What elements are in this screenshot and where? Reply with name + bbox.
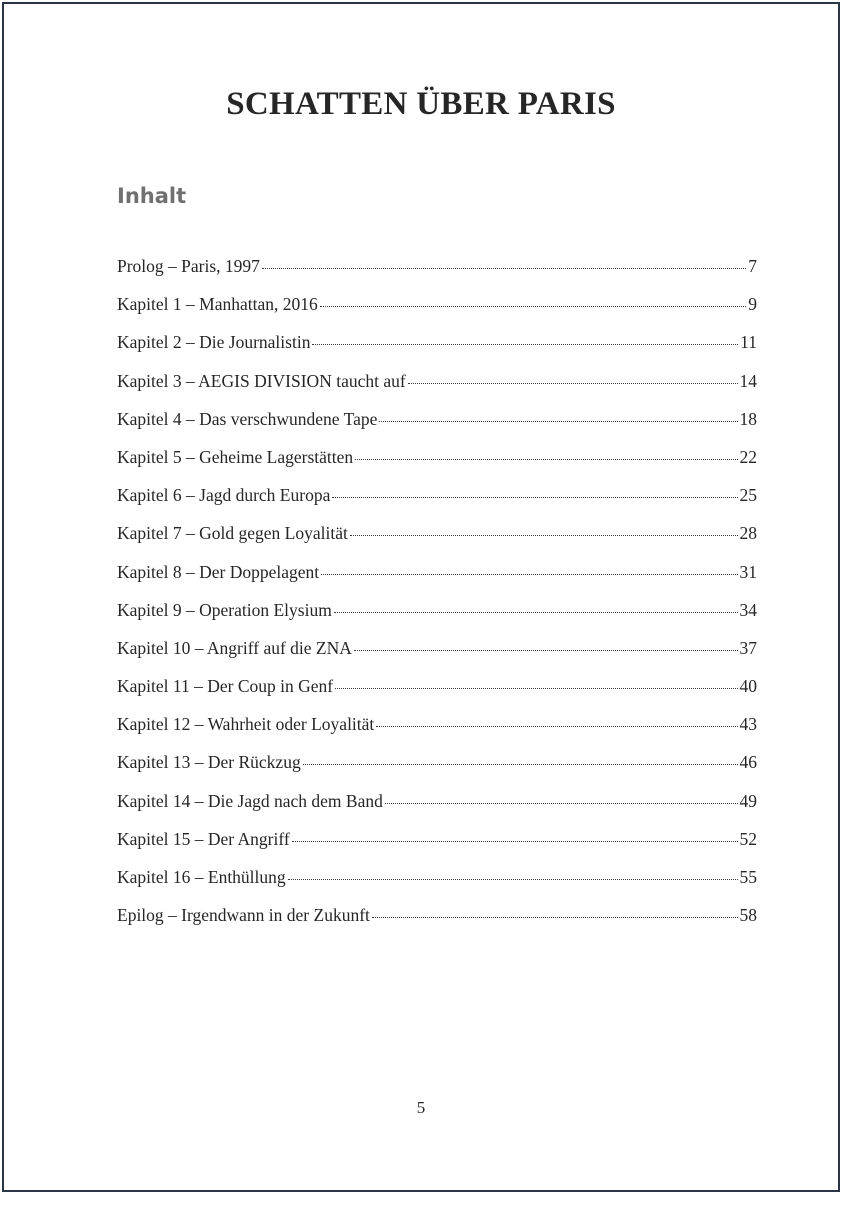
toc-entry[interactable] [117, 905, 757, 943]
toc-entry-label: Kapitel 9 – Operation Elysium [117, 599, 332, 620]
toc-entry-page: 11 [740, 332, 757, 353]
toc-entry[interactable] [117, 600, 757, 638]
toc-dot-leader [376, 726, 737, 727]
toc-dot-leader [334, 612, 738, 613]
toc-entry[interactable] [117, 371, 757, 409]
toc-entry-label: Prolog – Paris, 1997 [117, 256, 260, 276]
toc-entry-page: 46 [739, 752, 757, 773]
toc-dot-leader [321, 574, 737, 575]
toc-entry-page: 52 [739, 828, 757, 849]
toc-entry[interactable] [117, 332, 757, 370]
document-page [2, 2, 840, 1192]
toc-entry-page: 25 [739, 485, 757, 506]
toc-entry-page: 22 [739, 446, 757, 467]
toc-dot-leader [292, 841, 738, 842]
toc-entry-label: Kapitel 10 – Angriff auf die ZNA [117, 637, 352, 658]
toc-entry[interactable] [117, 714, 757, 752]
toc-entry-page: 40 [739, 676, 757, 697]
toc-entry-label: Kapitel 4 – Das verschwundene Tape [117, 408, 378, 429]
toc-dot-leader [385, 803, 738, 804]
toc-dot-leader [320, 306, 747, 307]
toc-entry-page: 34 [739, 599, 757, 620]
toc-entry-label: Kapitel 2 – Die Journalistin [117, 332, 311, 353]
toc-entry[interactable] [117, 791, 757, 829]
toc-entry[interactable] [117, 867, 757, 905]
toc-entry-page: 28 [739, 523, 757, 544]
toc-dot-leader [335, 688, 737, 689]
toc-entry-page: 43 [739, 714, 757, 735]
document-title: SCHATTEN ÜBER PARIS [226, 86, 616, 122]
toc-entry-page: 37 [739, 637, 757, 658]
toc-entry[interactable] [117, 829, 757, 867]
toc-entry[interactable] [117, 256, 757, 294]
toc-heading: Inhalt [117, 184, 187, 208]
toc-entry-label: Kapitel 16 – Enthüllung [117, 867, 286, 887]
toc-entry-page: 49 [739, 790, 757, 811]
toc-entry-page: 31 [739, 561, 757, 582]
page-number: 5 [416, 1098, 426, 1117]
toc-entry[interactable] [117, 294, 757, 332]
toc-dot-leader [372, 917, 738, 918]
toc-entry-page: 18 [739, 408, 757, 429]
toc-entry-label: Kapitel 13 – Der Rückzug [117, 752, 301, 773]
toc-dot-leader [312, 344, 738, 345]
toc-dot-leader [379, 421, 737, 422]
toc-entry-label: Kapitel 6 – Jagd durch Europa [117, 485, 331, 506]
toc-entry[interactable] [117, 676, 757, 714]
toc-entry[interactable] [117, 752, 757, 790]
toc-entry[interactable] [117, 409, 757, 447]
toc-entry[interactable] [117, 447, 757, 485]
toc-entry-page: 9 [748, 294, 757, 315]
toc-dot-leader [350, 535, 738, 536]
toc-dot-leader [408, 383, 738, 384]
toc-dot-leader [355, 459, 737, 460]
toc-entry-label: Kapitel 11 – Der Coup in Genf [117, 676, 334, 697]
toc-entry[interactable] [117, 638, 757, 676]
toc-dot-leader [354, 650, 738, 651]
toc-dot-leader [332, 497, 737, 498]
toc-entry[interactable] [117, 485, 757, 523]
toc-entry-label: Kapitel 1 – Manhattan, 2016 [117, 294, 318, 315]
toc-entry-page: 58 [739, 905, 757, 926]
toc-dot-leader [288, 879, 738, 880]
toc-entry-page: 7 [748, 256, 757, 276]
toc-entry-label: Kapitel 15 – Der Angriff [117, 828, 290, 849]
toc-entry-label: Kapitel 3 – AEGIS DIVISION taucht auf [117, 370, 406, 391]
toc-entry-label: Epilog – Irgendwann in der Zukunft [117, 905, 370, 926]
toc-entry-label: Kapitel 12 – Wahrheit oder Loyalität [117, 714, 375, 735]
toc-dot-leader [303, 764, 738, 765]
toc-entry-page: 14 [739, 370, 757, 391]
toc-entry[interactable] [117, 562, 757, 600]
toc-entry-label: Kapitel 8 – Der Doppelagent [117, 561, 320, 582]
toc-entry-label: Kapitel 14 – Die Jagd nach dem Band [117, 790, 383, 811]
toc-entry[interactable] [117, 523, 757, 561]
toc-entry-page: 55 [739, 867, 757, 887]
toc-entry-label: Kapitel 5 – Geheime Lagerstätten [117, 446, 354, 467]
table-of-contents [117, 256, 757, 943]
toc-entry-label: Kapitel 7 – Gold gegen Loyalität [117, 523, 348, 544]
toc-dot-leader [262, 268, 746, 269]
